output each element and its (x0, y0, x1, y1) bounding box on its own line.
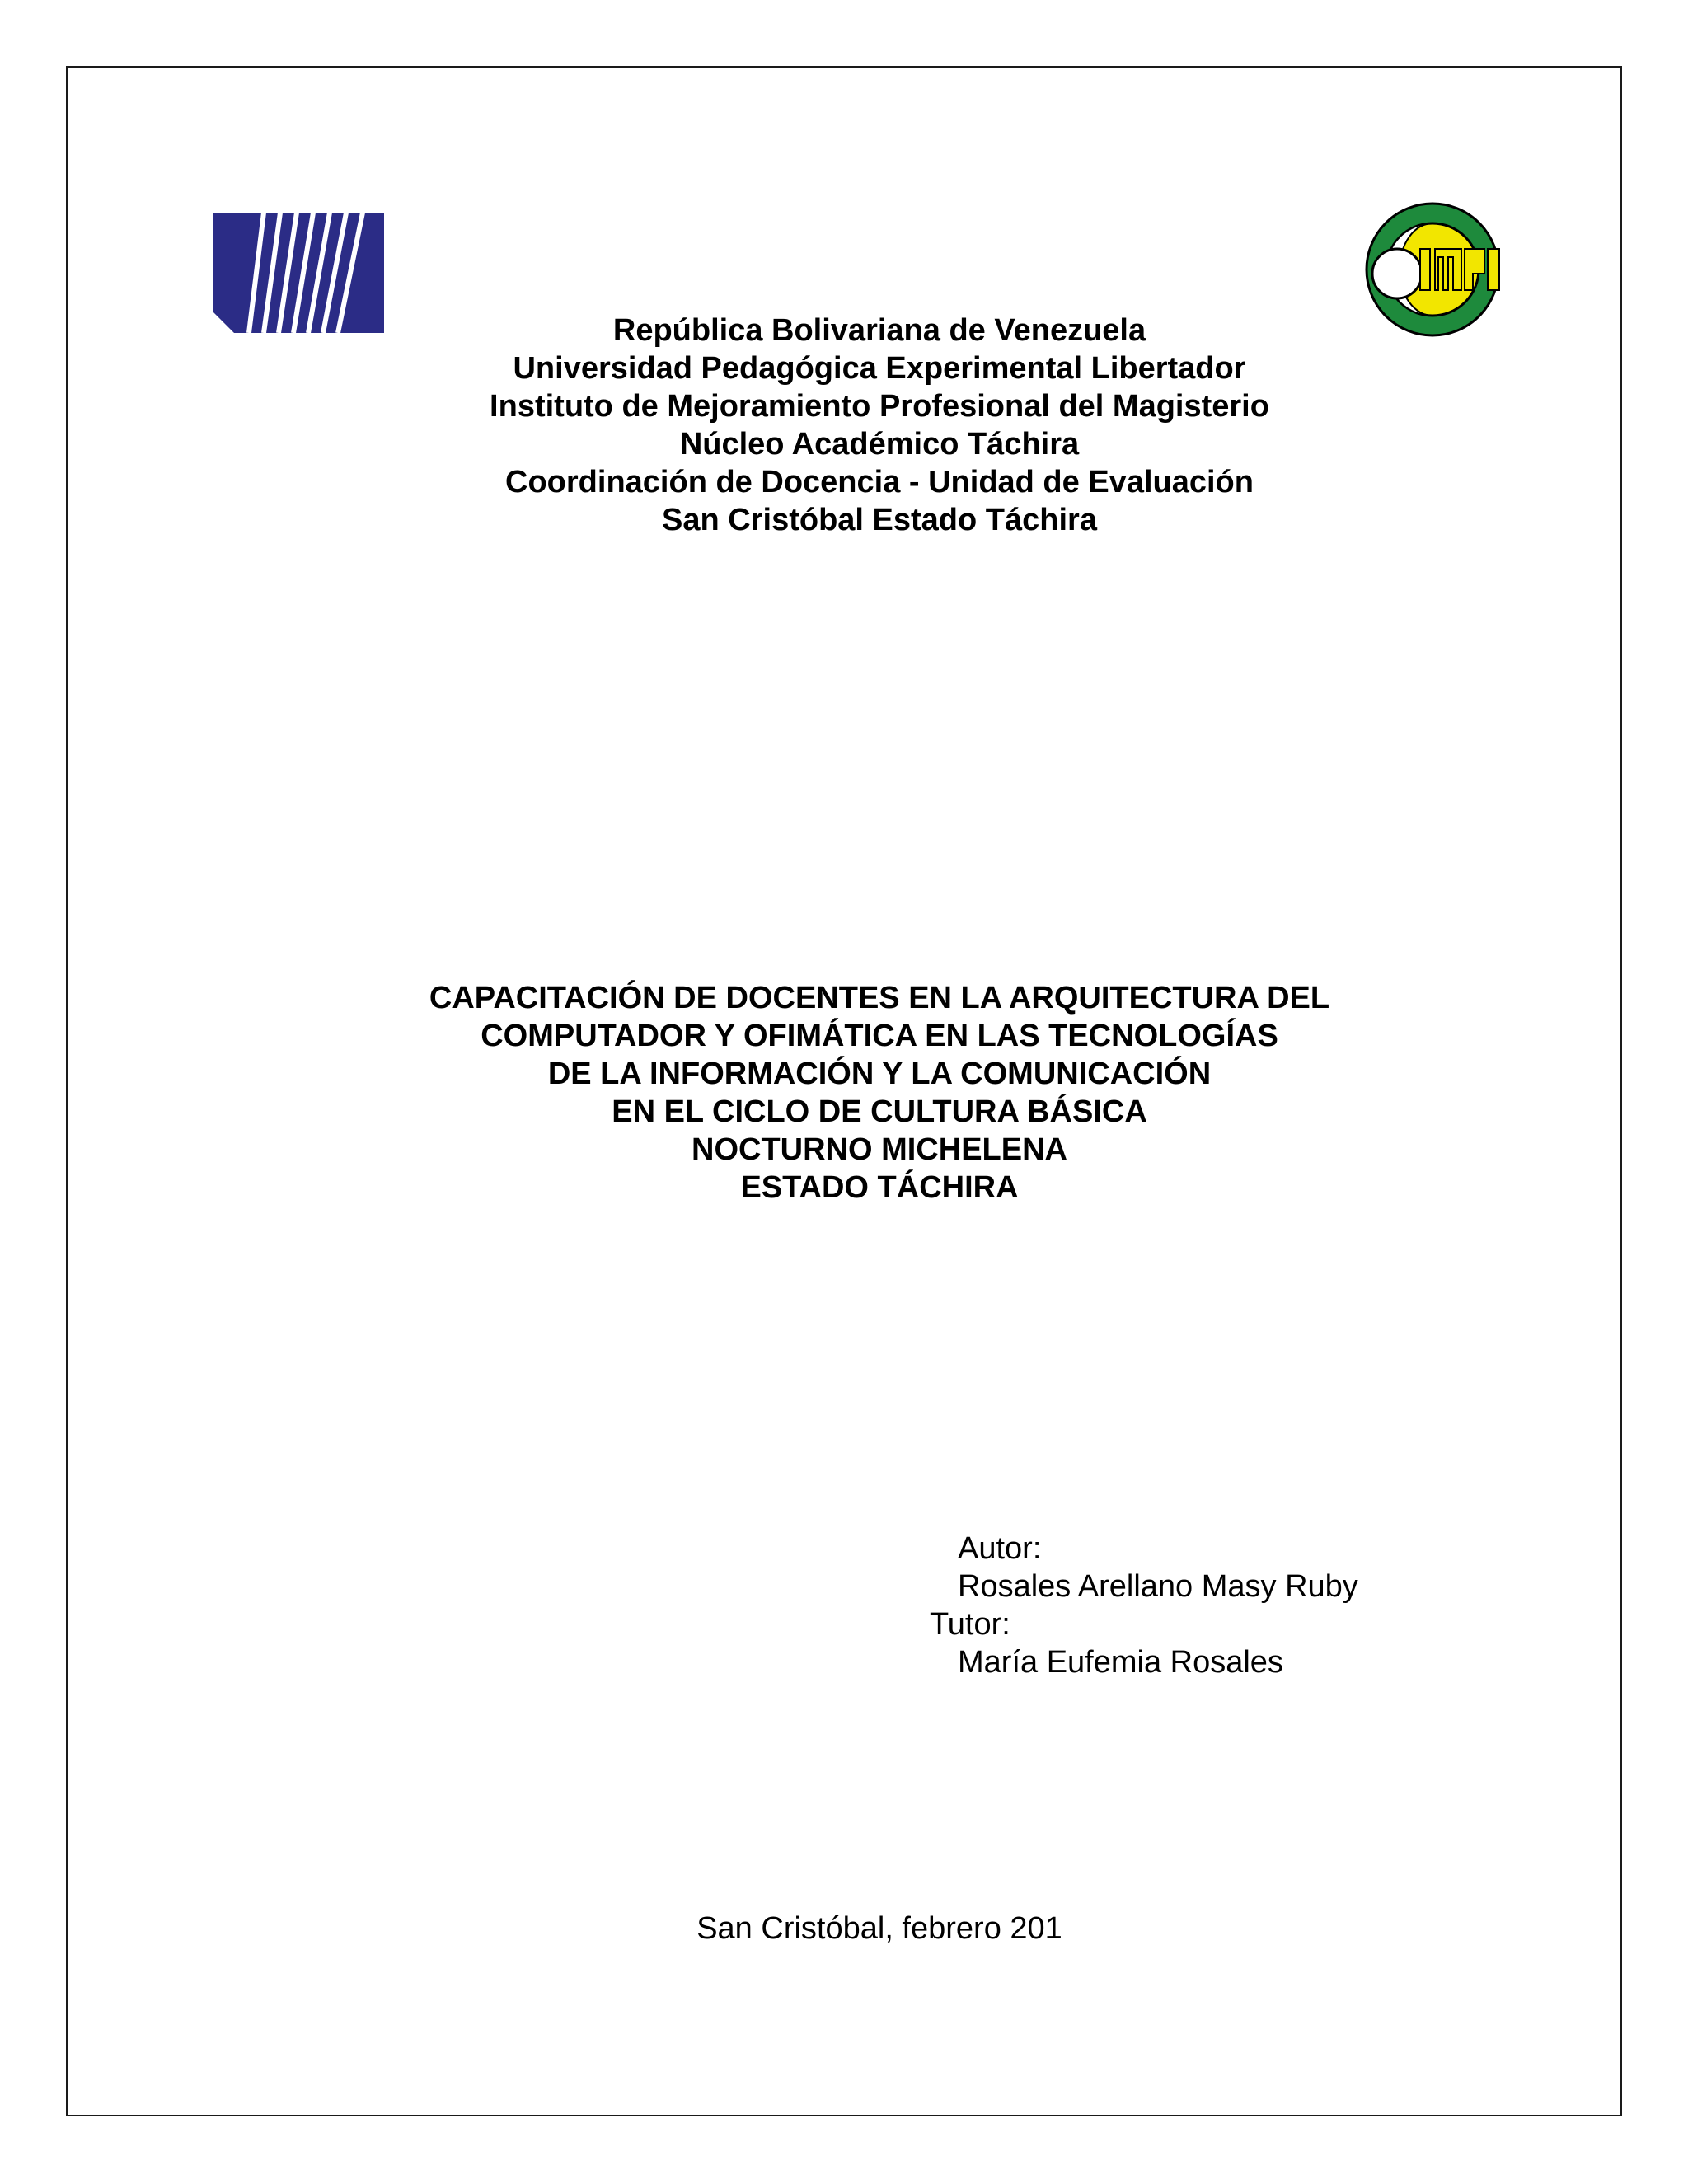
header-line-institute: Instituto de Mejoramiento Profesional del Magisterio (490, 389, 1269, 424)
header-line-city: San Cristóbal Estado Táchira (662, 503, 1097, 537)
title-line: DE LA INFORMACIÓN Y LA COMUNICACIÓN (547, 1057, 1212, 1091)
title-line: NOCTURNO MICHELENA (692, 1132, 1067, 1167)
author-label: Autor: (958, 1531, 1042, 1566)
header-line-university: Universidad Pedagógica Experimental Libertador (513, 351, 1246, 386)
tutor-name: María Eufemia Rosales (958, 1645, 1283, 1680)
title-line: ESTADO TÁCHIRA (740, 1170, 1019, 1205)
title-line: CAPACITACIÓN DE DOCENTES EN LA ARQUITECTURA DEL (429, 981, 1330, 1015)
tutor-label: Tutor: (930, 1607, 1010, 1642)
credits-block (930, 1530, 1358, 1681)
author-name: Rosales Arellano Masy Ruby (958, 1569, 1358, 1604)
place-date: San Cristóbal, febrero 201 (696, 1911, 1062, 1946)
header-line-country: República Bolivariana de Venezuela (612, 313, 1146, 348)
header-line-nucleus: Núcleo Académico Táchira (679, 427, 1080, 462)
institution-header (0, 312, 1688, 539)
document-title (0, 979, 1688, 1207)
header-line-coordination: Coordinación de Docencia - Unidad de Evaluación (505, 465, 1254, 499)
title-line: EN EL CICLO DE CULTURA BÁSICA (612, 1094, 1147, 1129)
title-line: COMPUTADOR Y OFIMÁTICA EN LAS TECNOLOGÍAS (481, 1019, 1278, 1053)
